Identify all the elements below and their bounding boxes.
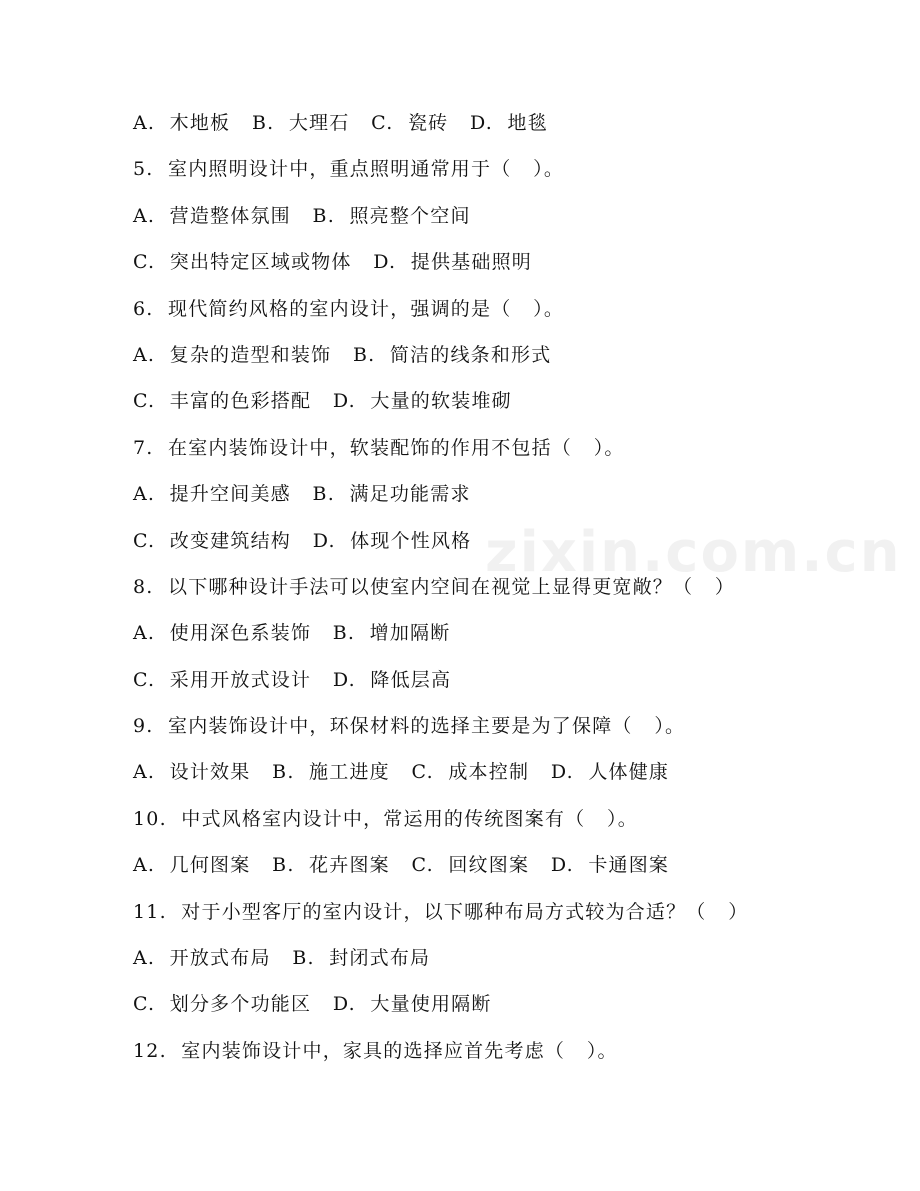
question-line: 5. 室内照明设计中，重点照明通常用于（ ）。 [133, 158, 565, 181]
watermark: zixin.com.cn [485, 520, 902, 585]
option-line: A. 营造整体氛围 B. 照亮整个空间 [133, 204, 471, 227]
option-line: C. 采用开放式设计 D. 降低层高 [133, 668, 452, 691]
question-line: 6. 现代简约风格的室内设计，强调的是（ ）。 [133, 297, 565, 320]
option-line: A. 提升空间美感 B. 满足功能需求 [133, 483, 471, 506]
question-line: 12. 室内装饰设计中，家具的选择应首先考虑（ ）。 [133, 1039, 618, 1062]
option-line: A. 使用深色系装饰 B. 增加隔断 [133, 622, 451, 645]
option-line: A. 复杂的造型和装饰 B. 简洁的线条和形式 [133, 343, 552, 366]
option-line: A. 几何图案 B. 花卉图案 C. 回纹图案 D. 卡通图案 [133, 854, 670, 877]
question-line: 9. 室内装饰设计中，环保材料的选择主要是为了保障（ ）。 [133, 715, 686, 738]
question-text-block [133, 104, 873, 1078]
question-line: 10. 中式风格室内设计中，常运用的传统图案有（ ）。 [133, 807, 638, 830]
option-line: C. 划分多个功能区 D. 大量使用隔断 [133, 993, 492, 1016]
option-line: A. 设计效果 B. 施工进度 C. 成本控制 D. 人体健康 [133, 761, 670, 784]
option-line: A. 开放式布局 B. 封闭式布局 [133, 947, 431, 970]
option-line: C. 改变建筑结构 D. 体现个性风格 [133, 529, 472, 552]
option-line: A. 木地板 B. 大理石 C. 瓷砖 D. 地毯 [133, 112, 548, 134]
option-line: C. 丰富的色彩搭配 D. 大量的软装堆砌 [133, 390, 512, 413]
question-line: 8. 以下哪种设计手法可以使室内空间在视觉上显得更宽敞？（ ） [133, 575, 736, 598]
question-line: 11. 对于小型客厅的室内设计，以下哪种布局方式较为合适？（ ） [133, 900, 749, 923]
option-line: C. 突出特定区域或物体 D. 提供基础照明 [133, 251, 532, 274]
question-line: 7. 在室内装饰设计中，软装配饰的作用不包括（ ）。 [133, 436, 625, 459]
